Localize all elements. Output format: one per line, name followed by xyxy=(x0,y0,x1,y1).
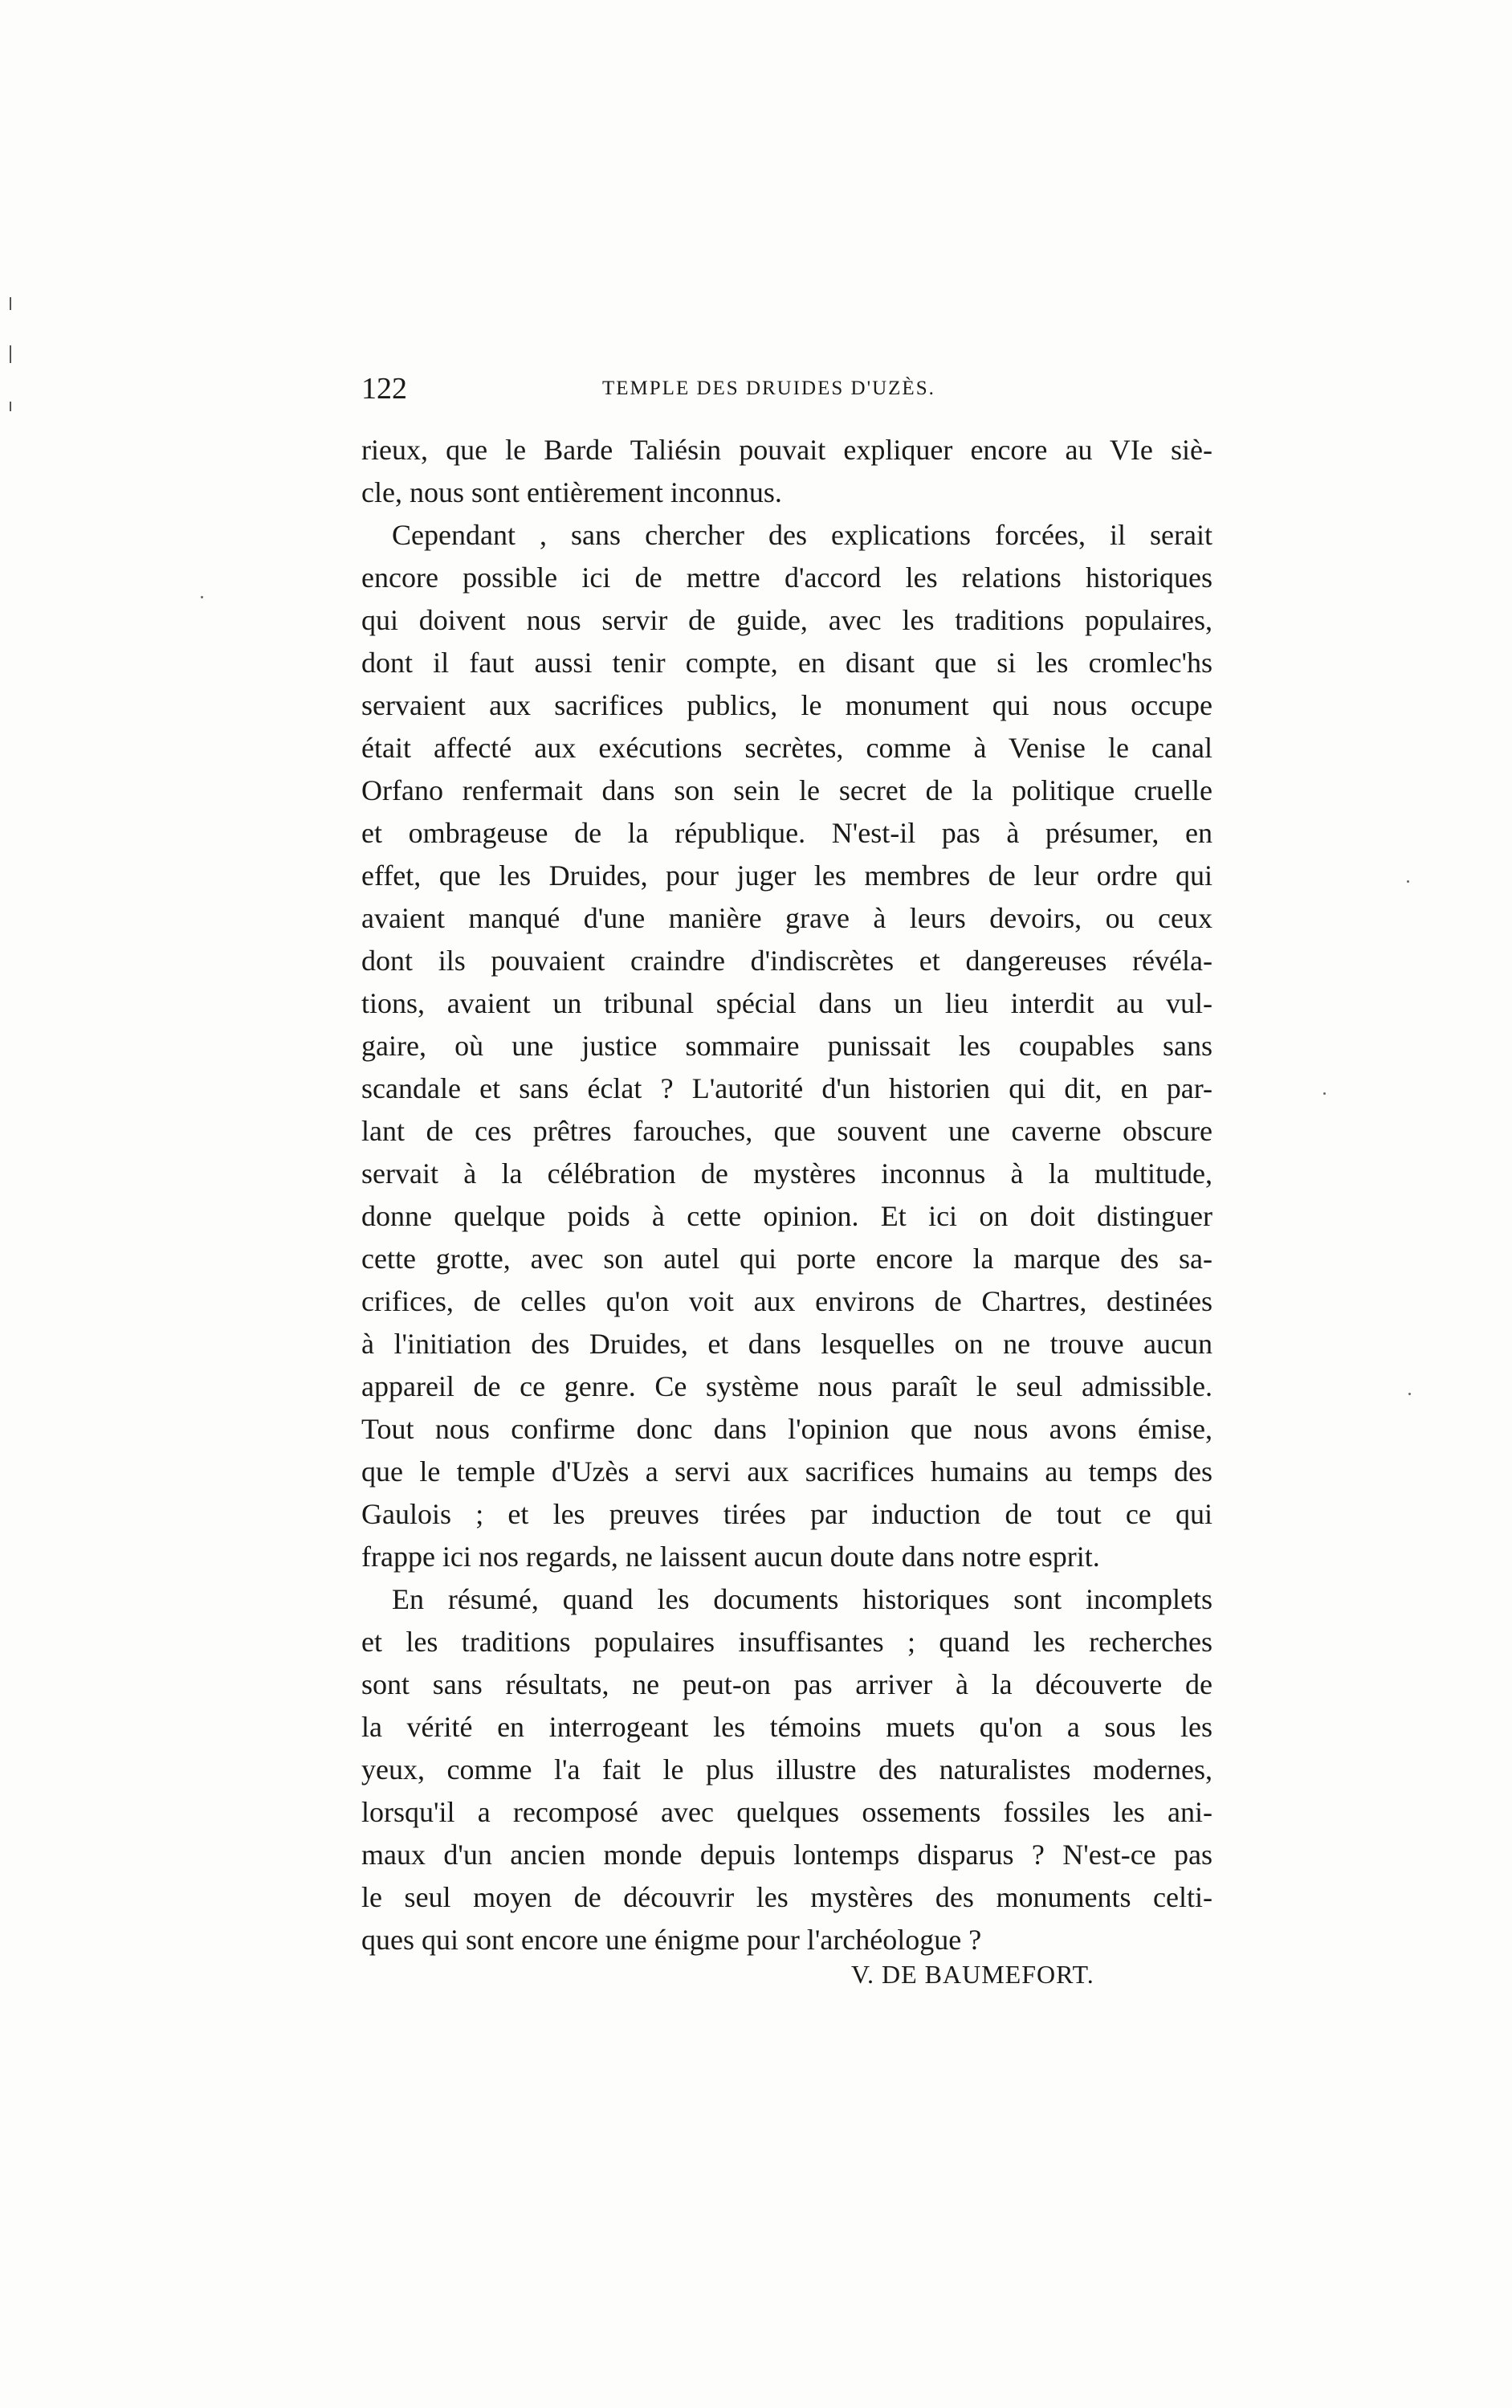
text-line: effet, que les Druides, pour juger les membres de leur ordre qui xyxy=(361,859,1212,892)
text-line: gaire, où une justice sommaire punissait les coupables sans xyxy=(361,1030,1212,1062)
text-line: Cependant , sans chercher des explications forcées, il serait xyxy=(392,519,1212,551)
text-line: ques qui sont encore une énigme pour l'archéologue ? xyxy=(361,1924,982,1956)
signature-particle: DE xyxy=(881,1960,918,1989)
text-line: lant de ces prêtres farouches, que souvent une caverne obscure xyxy=(361,1115,1212,1147)
author-signature xyxy=(851,1960,1094,1990)
text-line: Orfano renfermait dans son sein le secret de la politique cruelle xyxy=(361,774,1212,806)
scan-speck-4 xyxy=(1408,1393,1411,1395)
page-number: 122 xyxy=(361,372,407,406)
running-head xyxy=(361,371,1212,419)
text-line: appareil de ce genre. Ce système nous paraît le seul admissible. xyxy=(361,1370,1212,1402)
text-line: crifices, de celles qu'on voit aux environs de Chartres, destinées xyxy=(361,1285,1212,1317)
text-line: cle, nous sont entièrement inconnus. xyxy=(361,476,782,508)
margin-tick-2 xyxy=(10,345,11,363)
margin-tick-3 xyxy=(10,402,11,411)
text-line: et les traditions populaires insuffisantes ; quand les recherches xyxy=(361,1626,1212,1658)
text-line: yeux, comme l'a fait le plus illustre des naturalistes modernes, xyxy=(361,1753,1212,1786)
text-line: dont ils pouvaient craindre d'indiscrètes et dangereuses révéla- xyxy=(361,945,1212,977)
text-line: tions, avaient un tribunal spécial dans un lieu interdit au vul- xyxy=(361,987,1212,1019)
body-text xyxy=(361,429,1212,1961)
text-line: cette grotte, avec son autel qui porte encore la marque des sa- xyxy=(361,1243,1212,1275)
text-line: En résumé, quand les documents historiques sont incomplets xyxy=(392,1583,1212,1615)
running-title: TEMPLE DES DRUIDES D'UZÈS. xyxy=(602,378,935,399)
text-line: frappe ici nos regards, ne laissent aucun doute dans notre esprit. xyxy=(361,1541,1100,1573)
scan-speck-2 xyxy=(1407,880,1409,883)
text-line: scandale et sans éclat ? L'autorité d'un historien qui dit, en par- xyxy=(361,1072,1212,1104)
text-line: encore possible ici de mettre d'accord les relations historiques xyxy=(361,561,1212,594)
text-line: lorsqu'il a recomposé avec quelques ossements fossiles les ani- xyxy=(361,1796,1212,1828)
text-line: que le temple d'Uzès a servi aux sacrifices humains au temps des xyxy=(361,1455,1212,1488)
text-line: dont il faut aussi tenir compte, en disant que si les cromlec'hs xyxy=(361,647,1212,679)
text-line: Gaulois ; et les preuves tirées par induction de tout ce qui xyxy=(361,1498,1212,1530)
text-line: donne quelque poids à cette opinion. Et ici on doit distinguer xyxy=(361,1200,1212,1232)
text-line: servaient aux sacrifices publics, le monument qui nous occupe xyxy=(361,689,1212,721)
text-line: sont sans résultats, ne peut-on pas arriver à la découverte de xyxy=(361,1668,1212,1700)
margin-tick-1 xyxy=(10,297,11,310)
scan-speck-3 xyxy=(1323,1092,1326,1095)
text-line: Tout nous confirme donc dans l'opinion que nous avons émise, xyxy=(361,1413,1212,1445)
text-line: avaient manqué d'une manière grave à leurs devoirs, ou ceux xyxy=(361,902,1212,934)
text-line: rieux, que le Barde Taliésin pouvait expliquer encore au VIe siè- xyxy=(361,434,1212,466)
signature-name: BAUMEFORT. xyxy=(924,1960,1094,1989)
text-line: à l'initiation des Druides, et dans lesquelles on ne trouve aucun xyxy=(361,1328,1212,1360)
text-line: servait à la célébration de mystères inconnus à la multitude, xyxy=(361,1157,1212,1190)
signature-initial: V. xyxy=(851,1960,874,1989)
text-line: et ombrageuse de la république. N'est-il pas à présumer, en xyxy=(361,817,1212,849)
text-line: était affecté aux exécutions secrètes, comme à Venise le canal xyxy=(361,732,1212,764)
text-line: le seul moyen de découvrir les mystères des monuments celti- xyxy=(361,1881,1212,1913)
text-line: qui doivent nous servir de guide, avec les traditions populaires, xyxy=(361,604,1212,636)
text-line: maux d'un ancien monde depuis lontemps disparus ? N'est-ce pas xyxy=(361,1839,1212,1871)
text-line: la vérité en interrogeant les témoins muets qu'on a sous les xyxy=(361,1711,1212,1743)
scan-speck-1 xyxy=(201,596,203,598)
